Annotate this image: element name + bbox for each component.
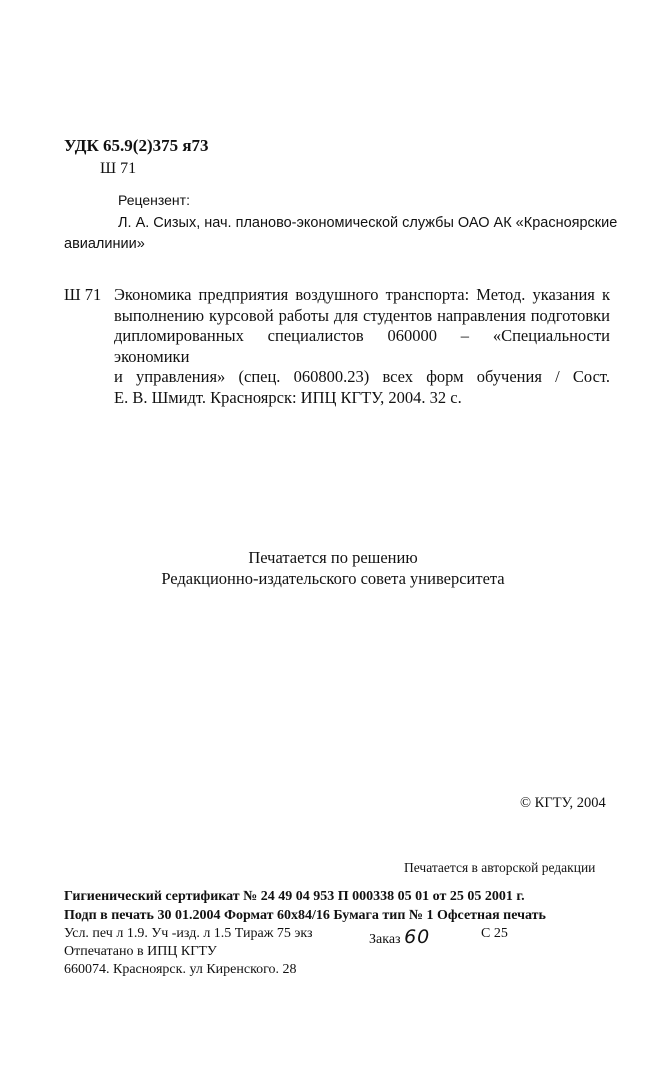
author-edition-note: Печатается в авторской редакции [404, 860, 596, 875]
annotation-line: дипломированных специалистов 060000 – «Специальности экономики [114, 326, 610, 366]
imprint-certificate: Гигиенический сертификат № 24 49 04 953 П 000338 05 01 от 25 05 2001 г. [64, 889, 525, 904]
annotation-line: Экономика предприятия воздушного транспорта: Метод. указания к [114, 285, 610, 304]
reviewer-line-2: авиалинии» [64, 236, 145, 252]
imprint-order-number: 60 [404, 926, 431, 948]
reviewer-line-1: Л. А. Сизых, нач. планово-экономической службы ОАО АК «Красноярские [118, 215, 618, 231]
imprint-order-label: Заказ [369, 932, 401, 947]
imprint-volume [64, 926, 508, 948]
imprint-circ-code: С 25 [481, 926, 508, 941]
annotation-line: выполнению курсовой работы для студентов направления подготовки [114, 305, 610, 325]
copyright: © КГТУ, 2004 [520, 795, 606, 811]
imprint-volume-text: Усл. печ л 1.9. Уч -изд. л 1.5 Тираж 75 экз [64, 926, 313, 941]
annotation-code: Ш 71 [64, 285, 102, 304]
annotation-line: и управления» (спец. 060800.23) всех форм обучения / Сост. [114, 367, 610, 386]
imprint-order [369, 926, 430, 948]
print-decision-line-2: Редакционно-издательского совета университета [161, 569, 505, 588]
reviewer-label: Рецензент: [118, 192, 190, 208]
imprint-print-info: Подп в печать 30 01.2004 Формат 60х84/16 Бумага тип № 1 Офсетная печать [64, 908, 546, 923]
imprint-printed-at: Отпечатано в ИПЦ КГТУ [64, 944, 217, 959]
print-decision-line-1: Печатается по решению [248, 548, 418, 567]
udk-code: УДК 65.9(2)375 я73 [64, 136, 209, 155]
annotation-line: Е. В. Шмидт. Красноярск: ИПЦ КГТУ, 2004. 32 с. [114, 387, 462, 407]
imprint-address: 660074. Красноярск. ул Киренского. 28 [64, 962, 297, 977]
author-mark: Ш 71 [100, 160, 137, 177]
bibliographic-annotation [114, 285, 610, 408]
